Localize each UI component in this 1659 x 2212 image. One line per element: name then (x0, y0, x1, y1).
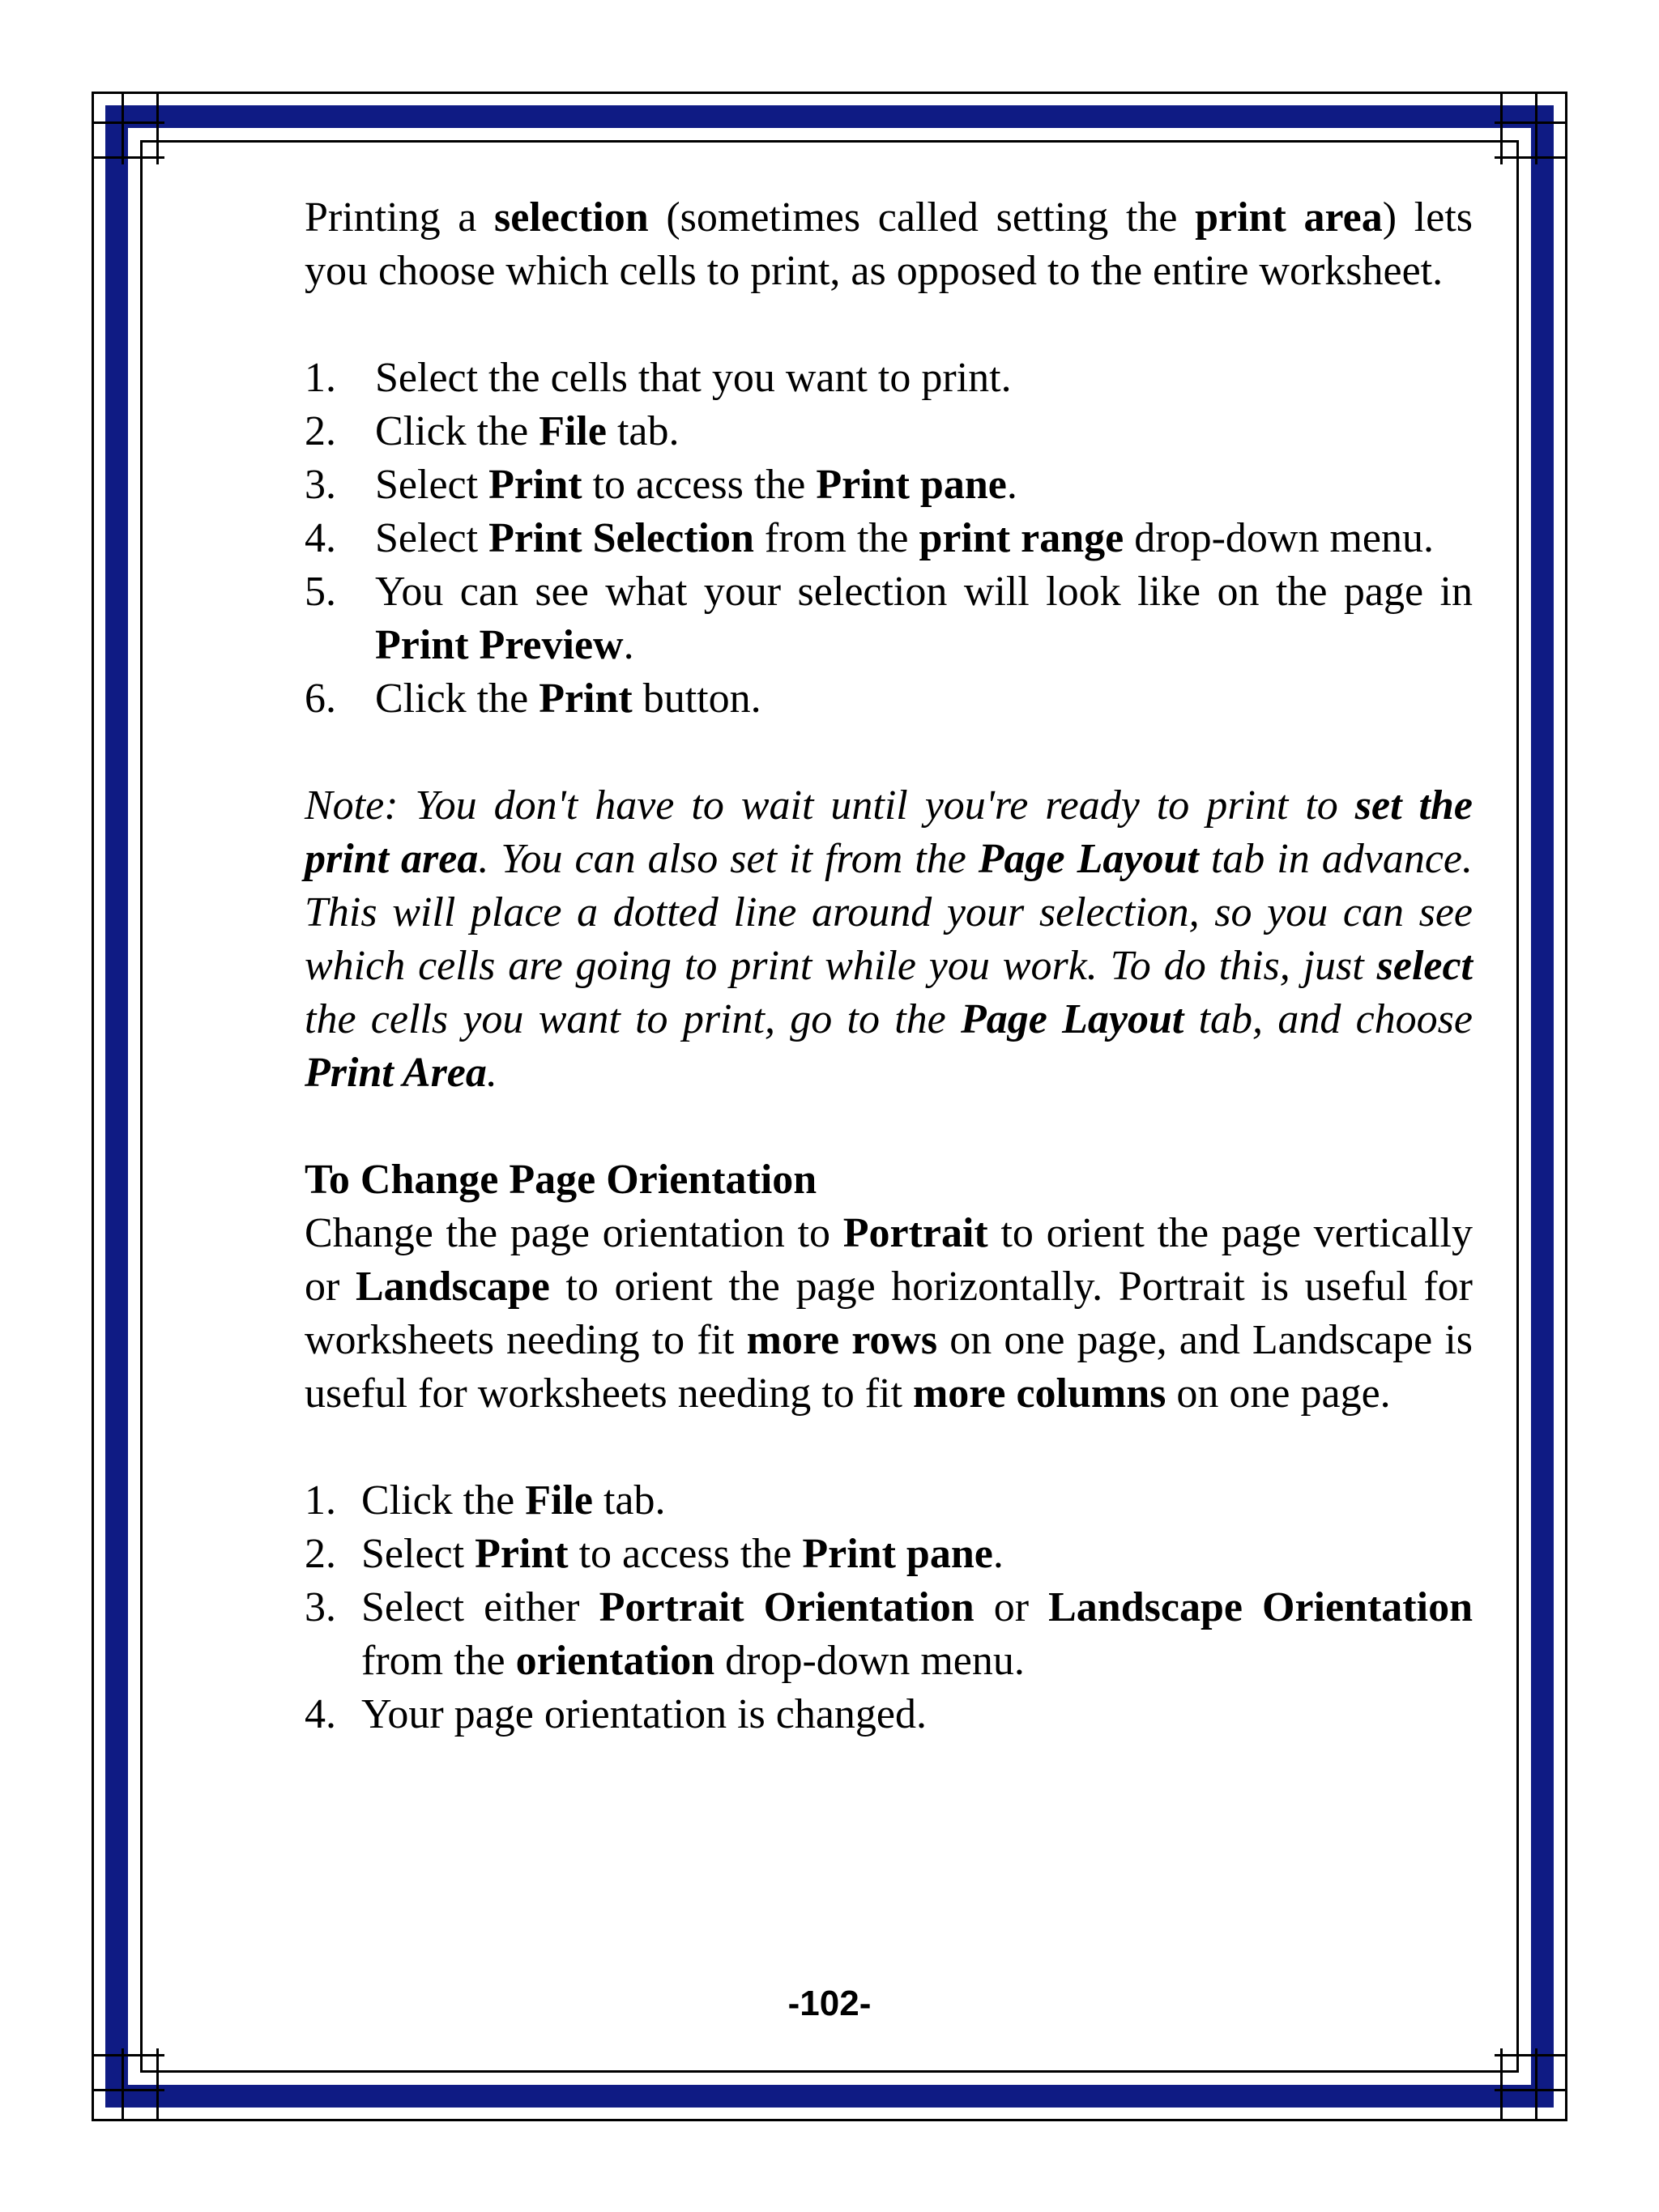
list-number: 2. (305, 1531, 336, 1577)
note-text: tab, and choose (1183, 996, 1473, 1042)
list-number: 3. (305, 462, 336, 508)
list-text: Select (375, 462, 489, 508)
list-item (305, 1688, 1473, 1741)
orientation-bold: more rows (746, 1317, 938, 1363)
print-selection-steps (305, 352, 1473, 726)
list-text: button. (632, 676, 761, 722)
list-text: Select (375, 515, 489, 561)
orientation-steps (305, 1474, 1473, 1741)
page-content (305, 191, 1473, 1741)
list-text: from the (361, 1638, 516, 1684)
list-text: Click the (375, 676, 539, 722)
list-text: drop-down menu. (1124, 515, 1434, 561)
list-text: to access the (568, 1531, 803, 1577)
note-text: . (486, 1050, 497, 1096)
list-number: 1. (305, 1477, 336, 1524)
orientation-bold: Landscape (355, 1264, 550, 1310)
orientation-text: to orient the page vertically or (305, 1210, 1473, 1310)
list-number: 2. (305, 408, 336, 454)
list-text: tab. (606, 408, 680, 454)
list-text: Select the cells that you want to print. (375, 355, 1012, 401)
note-bold: Page Layout (961, 996, 1184, 1042)
list-text: Click the (361, 1477, 526, 1524)
list-text: or (974, 1584, 1049, 1630)
page-number: -102- (787, 1984, 872, 2023)
note-bold: select (1376, 943, 1473, 989)
note-text: tab in advance. This will place a dotted line around your selection, so you can see which cells are going to print while you work. To do this, just (305, 836, 1473, 989)
list-text: to access the (582, 462, 817, 508)
orientation-text: on one page. (1166, 1370, 1391, 1417)
intro-text: (sometimes called setting the (648, 194, 1196, 241)
list-number: 4. (305, 1691, 336, 1737)
list-number: 3. (305, 1584, 336, 1630)
note-text: the cells you want to print, go to the (305, 996, 962, 1042)
orientation-bold: more columns (912, 1370, 1166, 1417)
list-number: 6. (305, 676, 336, 722)
note-text: Note: You don't have to wait until you're ready to print to (305, 782, 1355, 829)
note-bold: Page Layout (978, 836, 1199, 882)
intro-bold-selection: selection (494, 194, 649, 241)
list-bold: Print Selection (488, 515, 754, 561)
list-item (305, 352, 1473, 405)
note-bold: Print Area (305, 1050, 487, 1096)
list-bold: print range (919, 515, 1124, 561)
list-text: . (992, 1531, 1004, 1577)
list-text: Your page orientation is changed. (361, 1691, 928, 1737)
list-bold: Portrait Orientation (599, 1584, 975, 1630)
list-text: Click the (375, 408, 539, 454)
list-bold: File (539, 408, 607, 454)
list-text: . (623, 622, 634, 668)
intro-text: ) lets you choose which cells to print, as opposed to the entire worksheet. (305, 194, 1473, 294)
list-text: tab. (592, 1477, 666, 1524)
intro-text: Printing a (305, 194, 495, 241)
note-paragraph (305, 779, 1473, 1100)
list-text: from the (753, 515, 919, 561)
list-bold: Landscape Orientation (1048, 1584, 1473, 1630)
list-item (305, 1474, 1473, 1528)
list-bold: orientation (515, 1638, 715, 1684)
list-bold: Print Preview (375, 622, 624, 668)
list-text: drop-down menu. (714, 1638, 1025, 1684)
list-bold: Print (539, 676, 633, 722)
list-item (305, 458, 1473, 512)
list-item (305, 565, 1473, 672)
list-text: Select (361, 1531, 476, 1577)
list-number: 4. (305, 515, 336, 561)
list-text: . (1006, 462, 1017, 508)
orientation-text: Change the page orientation to (305, 1210, 843, 1256)
list-item (305, 405, 1473, 458)
note-bold: set the print area (305, 782, 1473, 882)
list-item (305, 672, 1473, 726)
orientation-text: to orient the page horizontally. Portrait is useful for worksheets needing to fit (305, 1264, 1473, 1363)
note-text: . You can also set it from the (478, 836, 979, 882)
orientation-bold: Portrait (842, 1210, 988, 1256)
list-bold: Print (488, 462, 582, 508)
list-item (305, 1528, 1473, 1581)
list-bold: Print pane (816, 462, 1007, 508)
list-number: 1. (305, 355, 336, 401)
spacer (305, 1421, 1473, 1474)
spacer (305, 726, 1473, 779)
intro-bold-print-area: print area (1195, 194, 1383, 241)
orientation-text: on one page, and Landscape is useful for worksheets needing to fit (305, 1317, 1473, 1417)
list-text: You can see what your selection will look like on the page in (375, 569, 1473, 615)
section-heading: To Change Page Orientation (305, 1157, 817, 1203)
list-item (305, 512, 1473, 565)
list-text: Select either (361, 1584, 599, 1630)
orientation-paragraph (305, 1207, 1473, 1421)
spacer (305, 1100, 1473, 1153)
spacer (305, 298, 1473, 352)
list-number: 5. (305, 569, 336, 615)
intro-paragraph (305, 191, 1473, 298)
list-item (305, 1581, 1473, 1688)
list-bold: Print (475, 1531, 569, 1577)
list-bold: Print pane (802, 1531, 993, 1577)
list-bold: File (525, 1477, 593, 1524)
